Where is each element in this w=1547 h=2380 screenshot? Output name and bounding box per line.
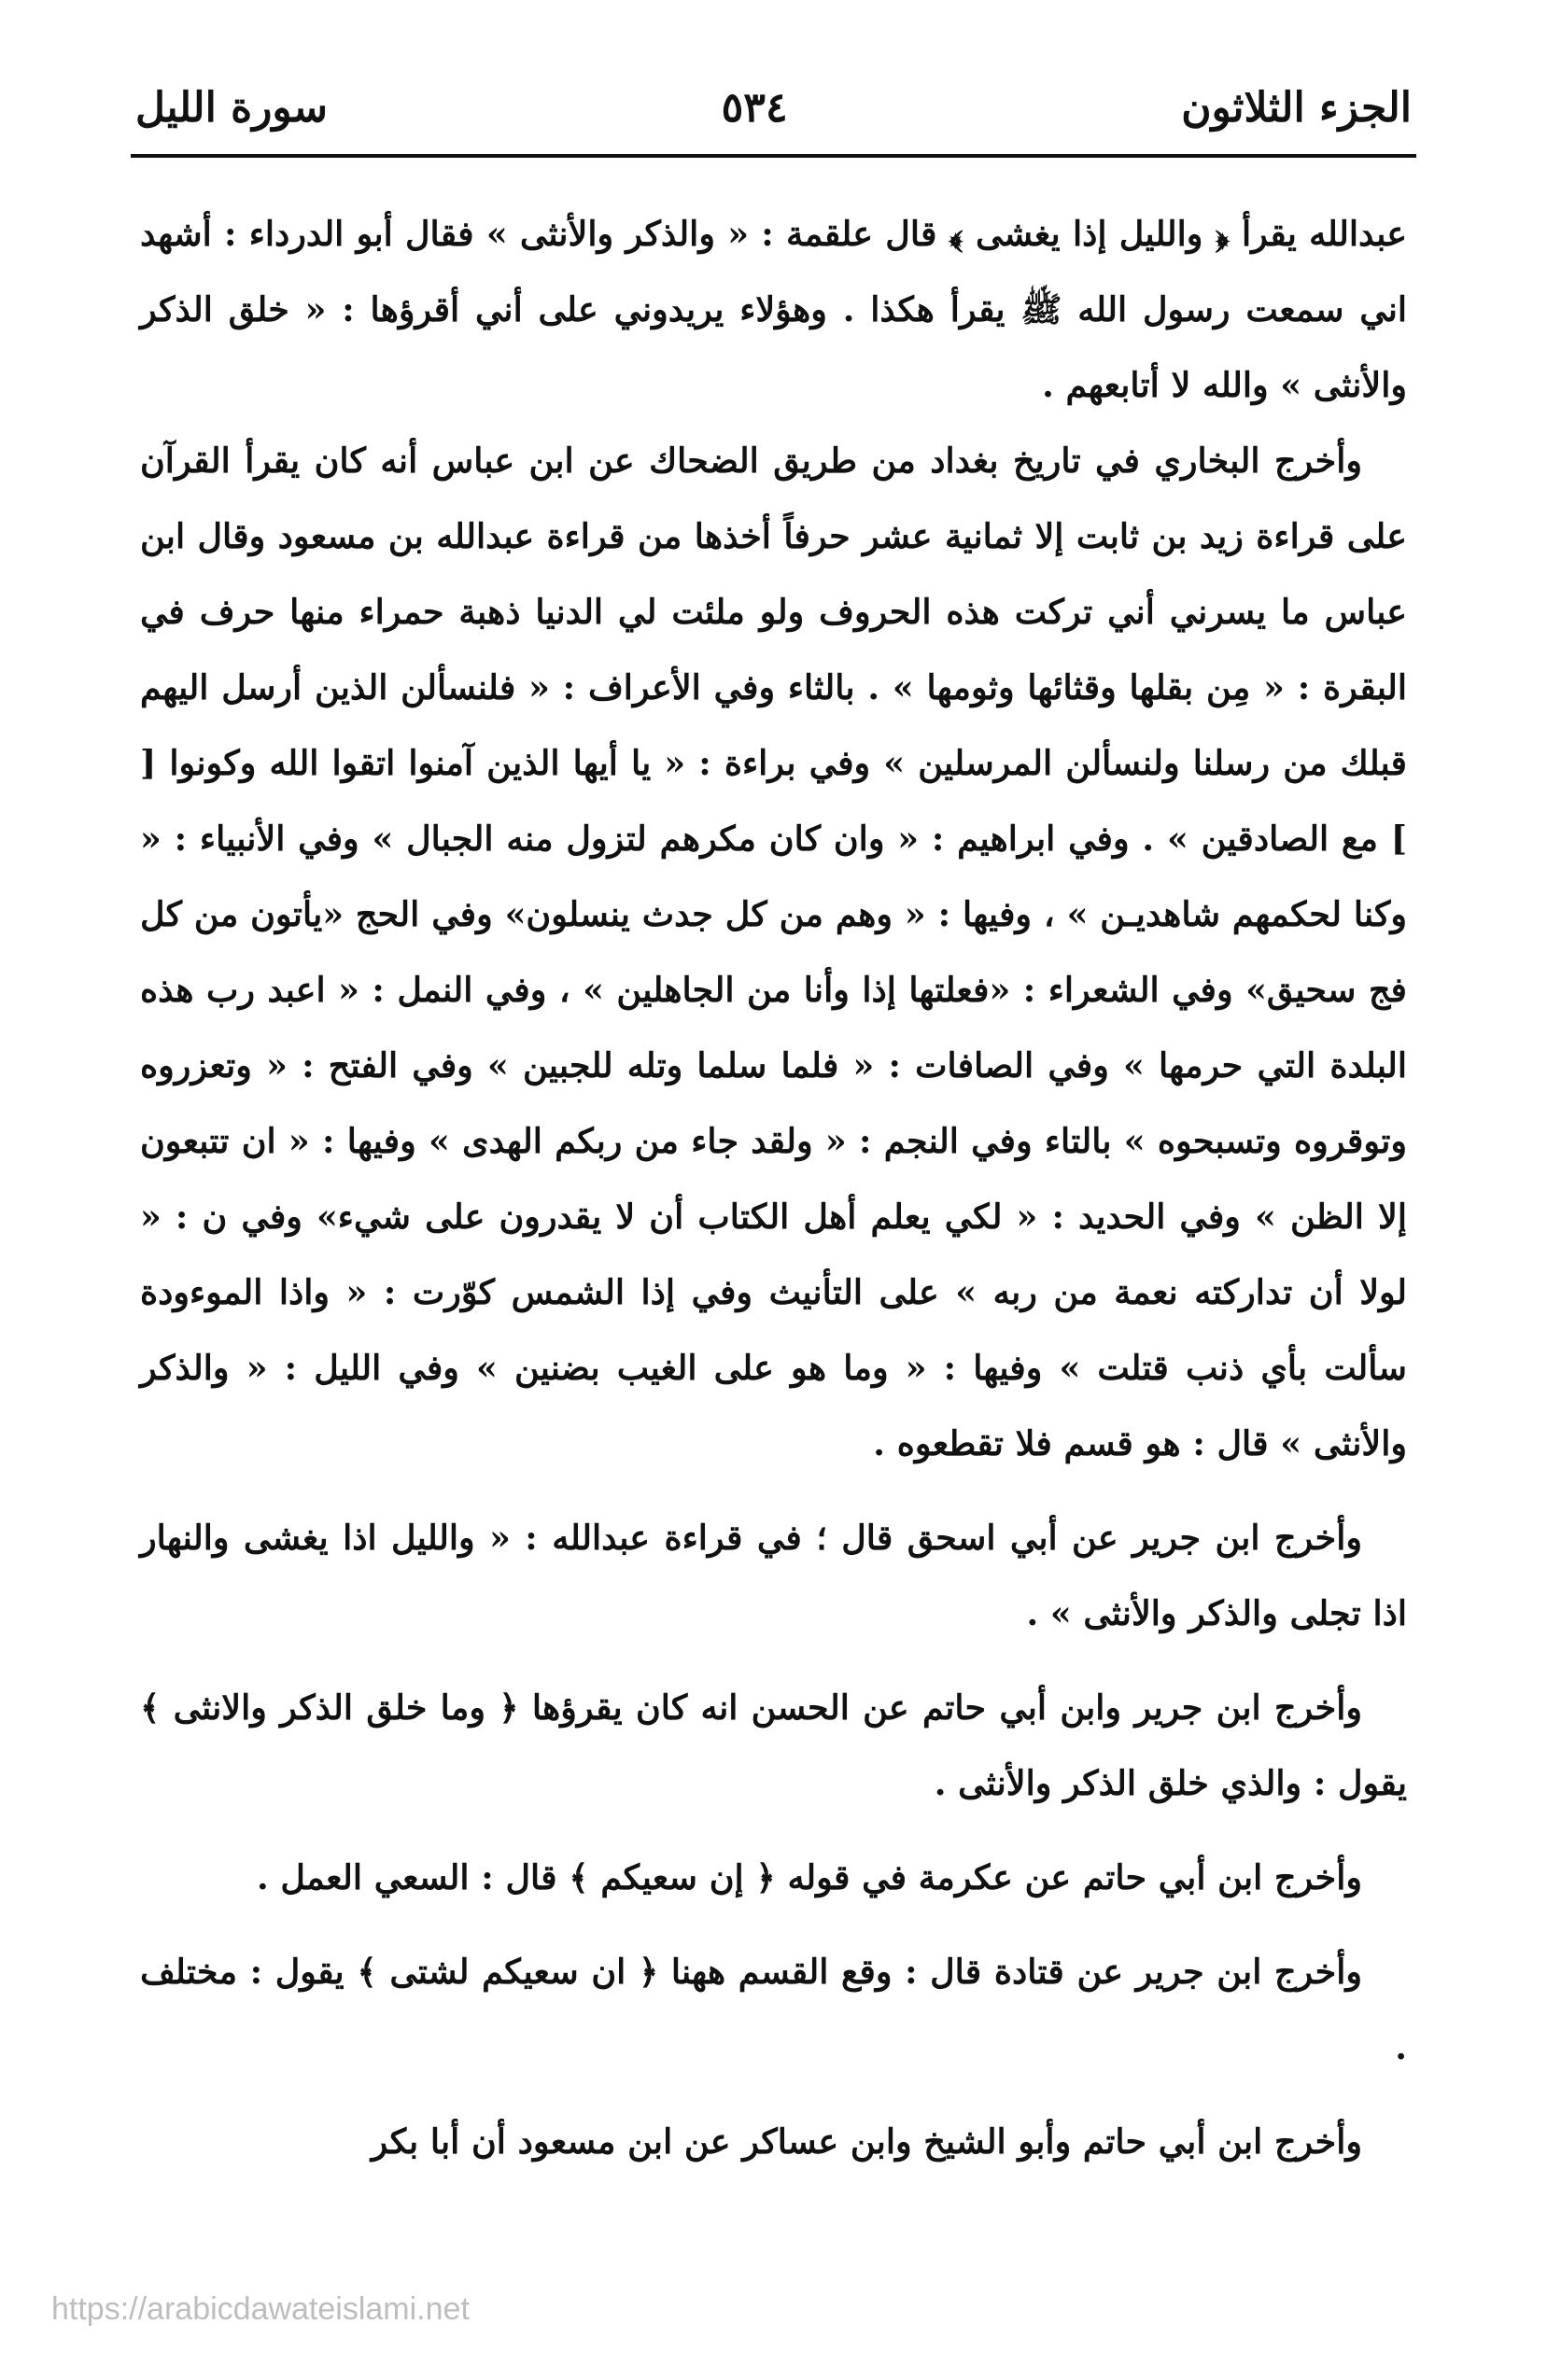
surah-title: سورة الليل (135, 83, 329, 132)
paragraph: وأخرج ابن جرير وابن أبي حاتم عن الحسن انه كان يقرؤها ﴿ وما خلق الذكر والانثى ﴾ يقول : والذي خلق الذكر والأنثى . (140, 1687, 1407, 1803)
page-header (135, 65, 1412, 149)
watermark-url: https://arabicdawateislami.net (51, 2291, 470, 2327)
header-divider (131, 154, 1416, 158)
paragraph: وأخرج ابن جرير عن أبي اسحق قال ؛ في قراءة عبدالله : « والليل اذا يغشى والنهار اذا تجلى والذكر والأنثى » . (140, 1518, 1407, 1633)
paragraph: وأخرج ابن أبي حاتم عن عكرمة في قوله ﴿ إن سعيكم ﴾ قال : السعي العمل . (256, 1857, 1362, 1897)
page-number: ٥٣٤ (721, 83, 788, 132)
page-body (140, 196, 1407, 2179)
part-title: الجزء الثلاثون (1181, 83, 1412, 132)
paragraph: وأخرج ابن أبي حاتم وأبو الشيخ وابن عساكر عن ابن مسعود أن أبا بكر (371, 2121, 1362, 2162)
paragraph: عبدالله يقرأ ﴿ والليل إذا يغشى ﴾ قال علقمة : « والذكر والأنثى » فقال أبو الدرداء : أشهد اني سمعت رسول الله ﷺ يقرأ هكذا . وهؤلاء يريدوني على أني أقرؤها : « خلق الذكر والأنثى » والله لا أتابعهم . (140, 214, 1407, 405)
paragraph: وأخرج ابن جرير عن قتادة قال : وقع القسم ههنا ﴿ ان سعيكم لشتى ﴾ يقول : مختلف . (140, 1952, 1407, 2067)
paragraph: وأخرج البخاري في تاريخ بغداد من طريق الضحاك عن ابن عباس أنه كان يقرأ القرآن على قراءة زيد بن ثابت إلا ثمانية عشر حرفاً أخذها من قراءة عبدالله بن مسعود وقال ابن عباس ما يسرني أني تركت هذه الحروف ولو ملئت لي الدنيا ذهبة حمراء منها حرف في البقرة : « مِن بقلها وقثائها وثومها » . بالثاء وفي الأعراف : « فلنسألن الذين أرسل اليهم قبلك من رسلنا ولنسألن المرسلين » وفي براءة : « يا أيها الذين آمنوا اتقوا الله وكونوا [ ] مع الصادقين » . وفي ابراهيم : « وان كان مكرهم لتزول منه الجبال » وفي الأنبياء : « وكنا لحكمهم شاهديـن » ، وفيها : « وهم من كل جدث ينسلون» وفي الحج «يأتون من كل فج سحيق» وفي الشعراء : «فعلتها إذا وأنا من الجاهلين » ، وفي النمل : « اعبد رب هذه البلدة التي حرمها » وفي الصافات : « فلما سلما وتله للجبين » وفي الفتح : « وتعزروه وتوقروه وتسبحوه » بالتاء وفي النجم : « ولقد جاء من ربكم الهدى » وفيها : « ان تتبعون إلا الظن » وفي الحديد : « لكي يعلم أهل الكتاب أن لا يقدرون على شيء» وفي ن : « لولا أن تداركته نعمة من ربه » على التأنيث وفي إذا الشمس كوّرت : « واذا الموءودة سألت بأي ذنب قتلت » وفيها : « وما هو على الغيب بضنين » وفي الليل : « والذكر والأنثى » قال : هو قسم فلا تقطعوه . (140, 441, 1407, 1463)
